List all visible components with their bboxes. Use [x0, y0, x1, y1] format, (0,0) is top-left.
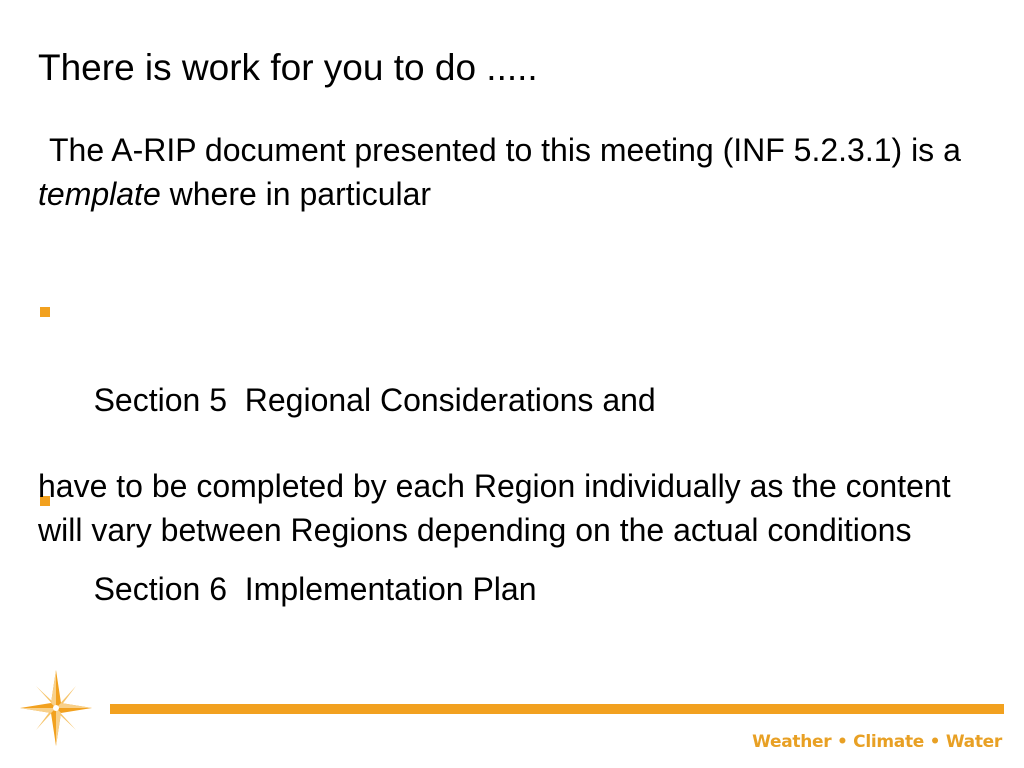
bullet-label: Section 5 Regional Considerations and [93, 382, 656, 418]
footer-tagline: Weather • Climate • Water [752, 732, 1002, 752]
bullet-item [38, 290, 656, 466]
intro-text-tail: where in particular [160, 176, 432, 212]
intro-italic-term: template [38, 176, 161, 212]
compass-star-icon [18, 668, 94, 748]
closing-paragraph: have to be completed by each Region individually as the content will vary between Regions depending on the actual conditions [38, 468, 951, 548]
intro-paragraph [38, 128, 998, 216]
bullet-label: Section 6 Implementation Plan [93, 571, 537, 607]
square-bullet-icon [40, 307, 50, 317]
intro-text: The A-RIP document presented to this meeting (INF 5.2.3.1) is a [49, 132, 961, 168]
footer-divider [110, 704, 1004, 714]
slide-title: There is work for you to do ..... [38, 47, 538, 88]
